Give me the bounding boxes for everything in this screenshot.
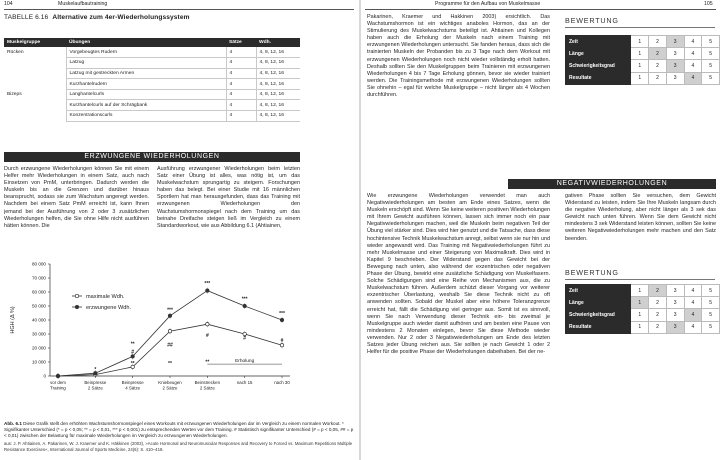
right-intro-text (367, 14, 550, 99)
sets-cell: 4 (226, 79, 256, 90)
rating-cell: 5 (702, 36, 720, 48)
x-tick-label: nach 15 (236, 380, 253, 385)
significance-marker: # (280, 337, 284, 344)
significance-marker: * (94, 367, 97, 374)
paragraph: gativen Phase sollten Sie versuchen, dem Gewicht Widerstand zu leisten, indem Sie Ihre Muskeln langsam durch die negative Wiederholung, aber nicht länger als 3 sek das Gewicht nach unten führen. Wenn Sie dem Gewicht nicht mindestens 3 sek Widerstand leisten können, sollten Sie keine weiteren Negativwiederholungen mehr machen und den Satz beenden. (565, 193, 716, 242)
figure-source: aus: J. P. Ahtiainen, A. Pakarinen, W. J. Kraemer und K. Häkkinen (2003), »Acute Hormonal and Neuromuscular Responses and Recovery to Forced vs. Maximum Repetitions Multiple Resistance Exercises«, International Journal of Sports Medicine, 24(6): S. 410–418. (4, 441, 353, 452)
left-header-rule (4, 9, 354, 10)
x-tick-label: Beinpresse (84, 380, 107, 385)
section-heading-negative-reps: NEGATIVWIEDERHOLUNGEN (508, 179, 716, 189)
rating-cell: 4 (684, 285, 702, 297)
rating-cell: 4 (684, 309, 702, 321)
col-header-muscle-group: Muskelgruppe (4, 38, 66, 47)
y-tick-label: 80 000 (31, 261, 46, 267)
legend-marker (75, 305, 78, 308)
right-page-number: 105 (704, 1, 713, 7)
reps-cell: 4, 8, 12, 16 (256, 79, 300, 90)
rating-cell: 3 (666, 285, 684, 297)
right-header-rule (365, 9, 716, 10)
rating-table-bottom (565, 284, 720, 334)
significance-marker: # (205, 332, 209, 339)
table-row (4, 79, 300, 90)
rating-row (566, 309, 720, 321)
x-tick-label: Kniebeugen (158, 380, 182, 385)
rating-cell: 2 (649, 285, 667, 297)
x-tick-label: Training (50, 385, 66, 391)
figure-label: Abb. 6.1 (4, 421, 22, 426)
y-tick-label: 10 000 (31, 359, 46, 365)
significance-marker: ** (168, 360, 172, 367)
muscle-group-cell (4, 100, 66, 111)
data-point (206, 323, 209, 326)
reps-cell: 4, 8, 12, 16 (256, 100, 300, 111)
rating-table-top (565, 35, 720, 85)
rating-cell: 3 (666, 321, 684, 333)
muscle-group-cell (4, 111, 66, 122)
rating-label: Zeit (566, 285, 631, 297)
rating-label: Länge (566, 297, 631, 309)
x-tick-label: vor dem (50, 380, 66, 385)
rating-cell: 1 (631, 72, 649, 84)
data-point (168, 314, 171, 317)
muscle-group-cell (4, 68, 66, 79)
rating-cell: 5 (702, 285, 720, 297)
significance-marker: ** (205, 359, 210, 366)
significance-marker: *** (167, 307, 173, 314)
sets-cell: 4 (226, 111, 256, 122)
legend-marker (75, 294, 78, 297)
table-row (4, 58, 300, 69)
paragraph: Pakarinen, Kraemer und Hakkinen 2003) ersichtlich. Das Wachstumshormon ist ein wichtiges anaboles Hormon, das an der Stimulierung des Muskelwachstums beteiligt ist. Ahtiainen und Kollegen haben auch die Erholung der Muskeln nach einem Training mit erzwungenen Wiederholungen untersucht. Sie fanden heraus, dass sich die trainierten Muskeln der Probanden bis zu 3 Tage nach dem Workout mit erzwungenen Wiederholungen noch nicht wieder vollständig erholt hatten. Deshalb sollten Sie den Muskelgruppen beim Trainieren mit erzwungenen Wiederholungen 4 bis 7 Tage Erholung gönnen, bevor sie wieder trainiert werden. Die Trainingsmethode mit erzwungenen Wiederholungen sollten Sie ohnehin – egal für welche Muskelgruppe – nicht länger als 4 Wochen durchführen. (367, 14, 550, 99)
rating-cell: 1 (631, 309, 649, 321)
left-running-title: Muskelaufbautraining (58, 1, 108, 7)
table-number: TABELLE 6.16 (4, 14, 49, 21)
data-point (56, 374, 59, 377)
x-tick-label: 2 Sätze (87, 385, 103, 391)
exercise-cell: Vorgebeugtes Rudern (66, 47, 226, 58)
paragraph: Ausführung erzwungener Wiederholungen beim letzten Satz einer Übung ist alles, was nötig ist, um das Muskelwachstum sprungartig zu steigern. Forschungen haben das belegt. Bei einer Studie mit 16 männlichen Sportlern hat man herausgefunden, dass das Training mit erzwungenen Wiederholungen den Wachstumshormonspiegel nach dem Training um das beinahe Dreifache steigen ließ im Vergleich zu einem Standardworkout, wie aus Abbildung 6.1 (Ahtiainen, (157, 166, 300, 229)
significance-marker: # (243, 335, 247, 342)
x-tick-label: 4 Sätze (125, 385, 141, 391)
chart-svg (4, 258, 300, 414)
rating-row (566, 297, 720, 309)
figure-caption (4, 421, 354, 439)
rating-cell: 4 (684, 60, 702, 72)
x-tick-label: Beinpresse (121, 380, 144, 385)
paragraph: Durch erzwungene Wiederholungen können Sie mit einem Helfer mehr Wiederholungen in einem Satz, auch nach Einsetzen von PmM, unterbringen. Dadurch werden die Muskeln bis an die Grenzen und darüber hinaus beansprucht, sodass sie zum Wachstum angeregt werden. Nachdem bei einem Satz PmM erreicht ist, kann Ihnen jemand bei der Ausführung von 2 oder 3 zusätzlichen Wiederholungen helfen, die Sie ohne Hilfe nicht ausführen hätten können. Die (4, 166, 149, 229)
y-tick-label: 30 000 (31, 331, 46, 337)
muscle-group-cell (4, 79, 66, 90)
y-tick-label: 20 000 (31, 345, 46, 351)
rating-cell: 5 (702, 309, 720, 321)
section-heading-forced-reps: ERZWUNGENE WIEDERHOLUNGEN (4, 152, 300, 162)
exercise-cell: Kurzhantelrudern (66, 79, 226, 90)
reps-cell: 4, 8, 12, 16 (256, 58, 300, 69)
rating-cell: 4 (684, 321, 702, 333)
y-axis-label: HGH (Δ %) (10, 306, 16, 334)
muscle-group-cell: Rücken (7, 49, 24, 55)
data-point (168, 330, 171, 333)
legend-label: erzwungene Wdh. (86, 305, 132, 311)
table-title (4, 14, 190, 21)
sets-cell: 4 (226, 68, 256, 79)
rating-cell: 1 (631, 60, 649, 72)
data-point (243, 304, 246, 307)
right-running-title: Programme für den Aufbau von Muskelmasse (435, 1, 541, 7)
page-gutter (359, 0, 361, 460)
reps-cell: 4, 8, 12, 16 (256, 47, 300, 58)
rating-cell: 3 (666, 48, 684, 60)
significance-marker: ## (167, 342, 173, 349)
exercise-cell: Langhantelcurls (66, 89, 226, 100)
rating-label: Länge (566, 48, 631, 60)
rating-cell: 3 (666, 60, 684, 72)
rating-row (566, 36, 720, 48)
rating-cell: 5 (702, 72, 720, 84)
rating-cell: 5 (702, 297, 720, 309)
rating-row (566, 48, 720, 60)
significance-marker: ** (130, 341, 135, 348)
sets-cell: 4 (226, 47, 256, 58)
data-point (280, 318, 283, 321)
x-tick-label: Beinstrecken (194, 380, 221, 385)
table-row (4, 111, 300, 122)
rating-cell: 1 (631, 48, 649, 60)
col-header-reps: Wdh. (256, 38, 300, 47)
hgh-line-chart (4, 258, 300, 414)
sets-cell: 4 (226, 58, 256, 69)
y-tick-label: 40 000 (31, 317, 46, 323)
rating-cell: 5 (702, 321, 720, 333)
exercise-cell: Latzug mit gestreckten Armen (66, 68, 226, 79)
rating-cell: 1 (631, 285, 649, 297)
recovery-label: Erholung (235, 359, 255, 365)
rating-cell: 2 (649, 36, 667, 48)
rating-cell: 2 (649, 60, 667, 72)
data-point (206, 289, 209, 292)
rating-cell: 3 (666, 297, 684, 309)
rating-cell: 2 (649, 297, 667, 309)
sets-cell: 4 (226, 89, 256, 100)
rating-cell: 3 (666, 72, 684, 84)
rating-bottom-title: BEWERTUNG (565, 268, 619, 277)
rating-row (566, 321, 720, 333)
rating-bottom-rule (565, 279, 715, 280)
table-row (4, 47, 300, 58)
left-page-number: 104 (4, 1, 13, 7)
rating-top-rule (565, 27, 715, 28)
table-row (4, 100, 300, 111)
significance-marker: *** (204, 281, 211, 288)
rating-cell: 2 (649, 48, 667, 60)
x-tick-label: 2 Sätze (162, 385, 178, 391)
rating-label: Zeit (566, 36, 631, 48)
rating-row (566, 72, 720, 84)
rating-label: Schwierigkeitsgrad (566, 309, 631, 321)
significance-marker: *** (279, 311, 285, 318)
rating-cell: 4 (684, 72, 702, 84)
table-row (4, 89, 300, 100)
col-header-exercises: Übungen (66, 38, 226, 47)
y-tick-label: 0 (43, 373, 46, 379)
rating-cell: 5 (702, 60, 720, 72)
rating-cell: 2 (649, 321, 667, 333)
rating-cell: 5 (702, 48, 720, 60)
table-heading: Alternative zum 4er-Wiederholungssystem (52, 14, 190, 21)
rating-row (566, 285, 720, 297)
data-point (280, 344, 283, 347)
rating-top-title: BEWERTUNG (565, 16, 619, 25)
significance-marker: # (131, 349, 135, 356)
rating-cell: 2 (649, 309, 667, 321)
exercise-table (4, 38, 300, 122)
significance-marker: ** (130, 360, 135, 367)
rating-cell: 4 (684, 297, 702, 309)
rating-cell: 1 (631, 297, 649, 309)
table-header-row (4, 38, 300, 47)
negative-reps-text-left (367, 193, 550, 459)
x-tick-label: 2 Sätze (199, 385, 215, 391)
table-row (4, 68, 300, 79)
rating-label: Resultate (566, 321, 631, 333)
rating-cell: 4 (684, 36, 702, 48)
figure-caption-text: Diese Grafik stellt den erhöhten Wachstumshormonspiegel eines Workouts mit erzwungenen Wiederholungen dar im Vergleich zu einem normalen Workout. * Signifikanter Unterschied (* = p < 0,05; ** = p < 0,01, *** p < 0,001) zu entsprechenden Werten vor dem Training. # Statistisch signifikanter Unterschied (# = p < 0,05, ## = p < 0,01) zwischen der Belastung für maximale Wiederholungen im Vergleich zu erzwungenen Wiederholungen. (4, 421, 354, 438)
sets-cell: 4 (226, 100, 256, 111)
forced-reps-text-left (4, 166, 149, 230)
exercise-cell: Konzentrationscurls (66, 111, 226, 122)
y-tick-label: 60 000 (31, 289, 46, 295)
rating-cell: 4 (684, 48, 702, 60)
rating-cell: 2 (649, 72, 667, 84)
rating-row (566, 60, 720, 72)
rating-cell: 1 (631, 36, 649, 48)
x-tick-label: nach 30 (274, 380, 290, 385)
significance-marker: *** (241, 296, 248, 303)
reps-cell: 4, 8, 12, 16 (256, 68, 300, 79)
forced-reps-text-right (157, 166, 300, 230)
rating-cell: 3 (666, 309, 684, 321)
rating-cell: 1 (631, 321, 649, 333)
rating-cell: 3 (666, 36, 684, 48)
exercise-cell: Kurzhantelcurls auf der Schrägbank (66, 100, 226, 111)
exercise-cell: Latzug (66, 58, 226, 69)
col-header-sets: Sätze (226, 38, 256, 47)
rating-label: Resultate (566, 72, 631, 84)
legend-label: maximale Wdh. (86, 294, 125, 300)
rating-label: Schwierigkeitsgrad (566, 60, 631, 72)
negative-reps-text-right (565, 193, 716, 243)
muscle-group-cell: Bizeps (7, 92, 22, 98)
reps-cell: 4, 8, 12, 16 (256, 111, 300, 122)
reps-cell: 4, 8, 12, 16 (256, 89, 300, 100)
paragraph: Wie erzwungene Wiederholungen verwendet man auch Negativwiederholungen am besten am Ende eines Satzes, wenn die Muskeln erschöpft sind. Wenn Sie keine weiteren positiven Wiederholungen mit Ihrem Gewicht ausführen können, lassen sich immer noch ein paar Negativwiederholungen machen, weil die Muskeln beim negativen Teil der Übung viel stärker sind. Dies wird hier genutzt und die Tatsache, dass diese hochintensive Technik Muskelwachstum anregt, selbst wenn sie nur hin und wieder angewandt wird. Das Training mit Negativwiederholungen führt zu mehr Muskelmasse und einer Steigerung von Maximalkraft. Dies wird in Kapitel 9 beschrieben. Der Widerstand gegen das Gewicht bei der Bewegung nach unten, also während der exzentrischen oder negativen Phase der Übung, bewirkt eine zusätzliche Schädigung von Muskelfasern. Solche Schädigungen sind eine Reihe von Mechanismen aus, die zu Muskelwachstum führen. Außerdem schützt dieser Vorgang vor weiterer exzentrischer Überlastung, weshalb Sie diese Technik nicht zu oft anwenden sollten. Sobald der Muskel aber eine höhere Toleranzgrenze erreicht hat, fällt die Schädigung viel geringer aus. Somit ist es sinnvoll, wenn Sie nach Verwendung dieser Technik ein- bis zweimal je Muskelgruppe auch wieder damit aufhören und am besten eine Pause von mindestens 2 Monaten einlegen, bevor Sie diese Methode wieder verwenden. Nur 2 oder 3 Negativwiederholungen am Ende des letzten Satzes jeder Übung reichen aus. Sie sollten je nach Gewicht 1 oder 2 Helfer für die positive Phase der Wiederholungen dabeihaben. Bei der ne- (367, 193, 550, 356)
y-tick-label: 70 000 (31, 275, 46, 281)
y-tick-label: 50 000 (31, 303, 46, 309)
muscle-group-cell (4, 58, 66, 69)
